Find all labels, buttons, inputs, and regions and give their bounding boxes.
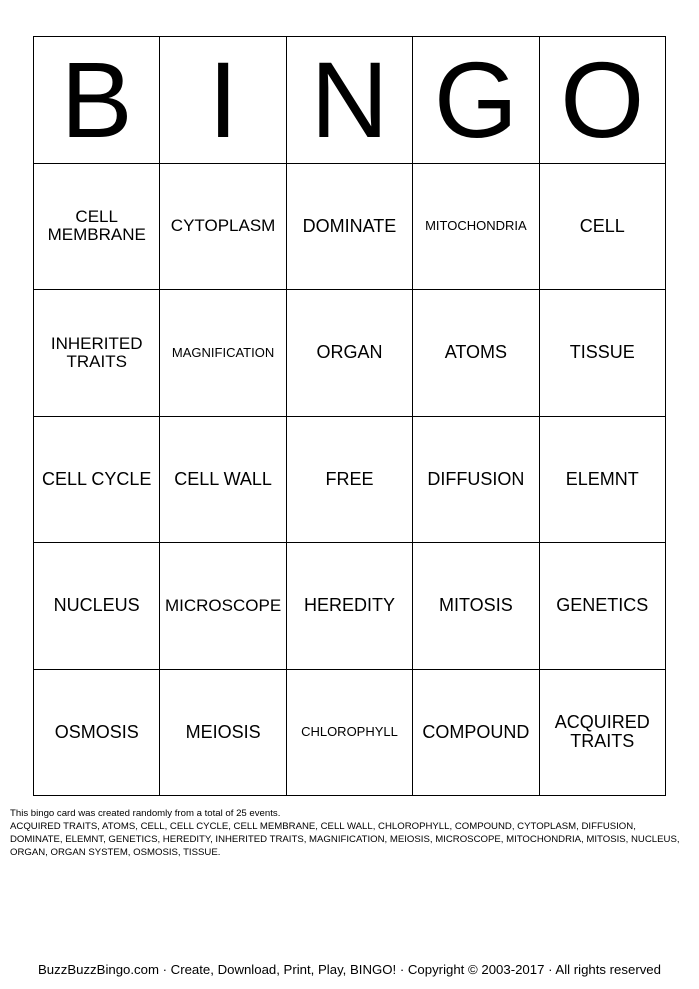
bingo-cell: ORGAN (286, 290, 412, 417)
bingo-cell: MAGNIFICATION (160, 290, 286, 417)
bingo-cell: CELL MEMBRANE (34, 163, 160, 290)
bingo-row (34, 290, 666, 417)
bingo-cell: MITOSIS (413, 543, 539, 670)
bingo-cell: OSMOSIS (34, 669, 160, 796)
bingo-cell: MEIOSIS (160, 669, 286, 796)
bingo-cell: CYTOPLASM (160, 163, 286, 290)
bingo-cell: CELL CYCLE (34, 416, 160, 543)
footer-text: BuzzBuzzBingo.com · Create, Download, Print, Play, BINGO! · Copyright © 2003-2017 · All rights reserved (38, 962, 661, 977)
bingo-card (33, 36, 666, 796)
bingo-row (34, 163, 666, 290)
header-letter-n: N (286, 37, 412, 164)
events-list: ACQUIRED TRAITS, ATOMS, CELL, CELL CYCLE, CELL MEMBRANE, CELL WALL, CHLOROPHYLL, COMPOUND, CYTOPLASM, DIFFUSION, DOMINATE, ELEMNT, GENETICS, HEREDITY, INHERITED TRAITS, MAGNIFICATION, MEIOSIS, MICROSCOPE, MITOCHONDRIA, MITOSIS, NUCLEUS, ORGAN, ORGAN SYSTEM, OSMOSIS, TISSUE. (10, 821, 680, 858)
bingo-cell: COMPOUND (413, 669, 539, 796)
header-letter-g: G (413, 37, 539, 164)
bingo-cell: MITOCHONDRIA (413, 163, 539, 290)
bingo-cell: ACQUIRED TRAITS (539, 669, 665, 796)
bingo-row (34, 416, 666, 543)
bingo-cell: CELL WALL (160, 416, 286, 543)
bingo-cell: NUCLEUS (34, 543, 160, 670)
bingo-free-space: FREE (286, 416, 412, 543)
bingo-row (34, 669, 666, 796)
bingo-cell: MICROSCOPE (160, 543, 286, 670)
bingo-cell: CELL (539, 163, 665, 290)
bingo-cell: DOMINATE (286, 163, 412, 290)
bingo-cell: ATOMS (413, 290, 539, 417)
bingo-cell: GENETICS (539, 543, 665, 670)
header-letter-b: B (34, 37, 160, 164)
bingo-cell: HEREDITY (286, 543, 412, 670)
bingo-cell: DIFFUSION (413, 416, 539, 543)
bingo-row (34, 543, 666, 670)
bingo-cell: ELEMNT (539, 416, 665, 543)
header-letter-o: O (539, 37, 665, 164)
card-info (10, 807, 690, 859)
bingo-cell: INHERITED TRAITS (34, 290, 160, 417)
header-letter-i: I (160, 37, 286, 164)
bingo-cell: TISSUE (539, 290, 665, 417)
bingo-cell: CHLOROPHYLL (286, 669, 412, 796)
bingo-header-row (34, 37, 666, 164)
created-note: This bingo card was created randomly from a total of 25 events. (10, 808, 281, 819)
